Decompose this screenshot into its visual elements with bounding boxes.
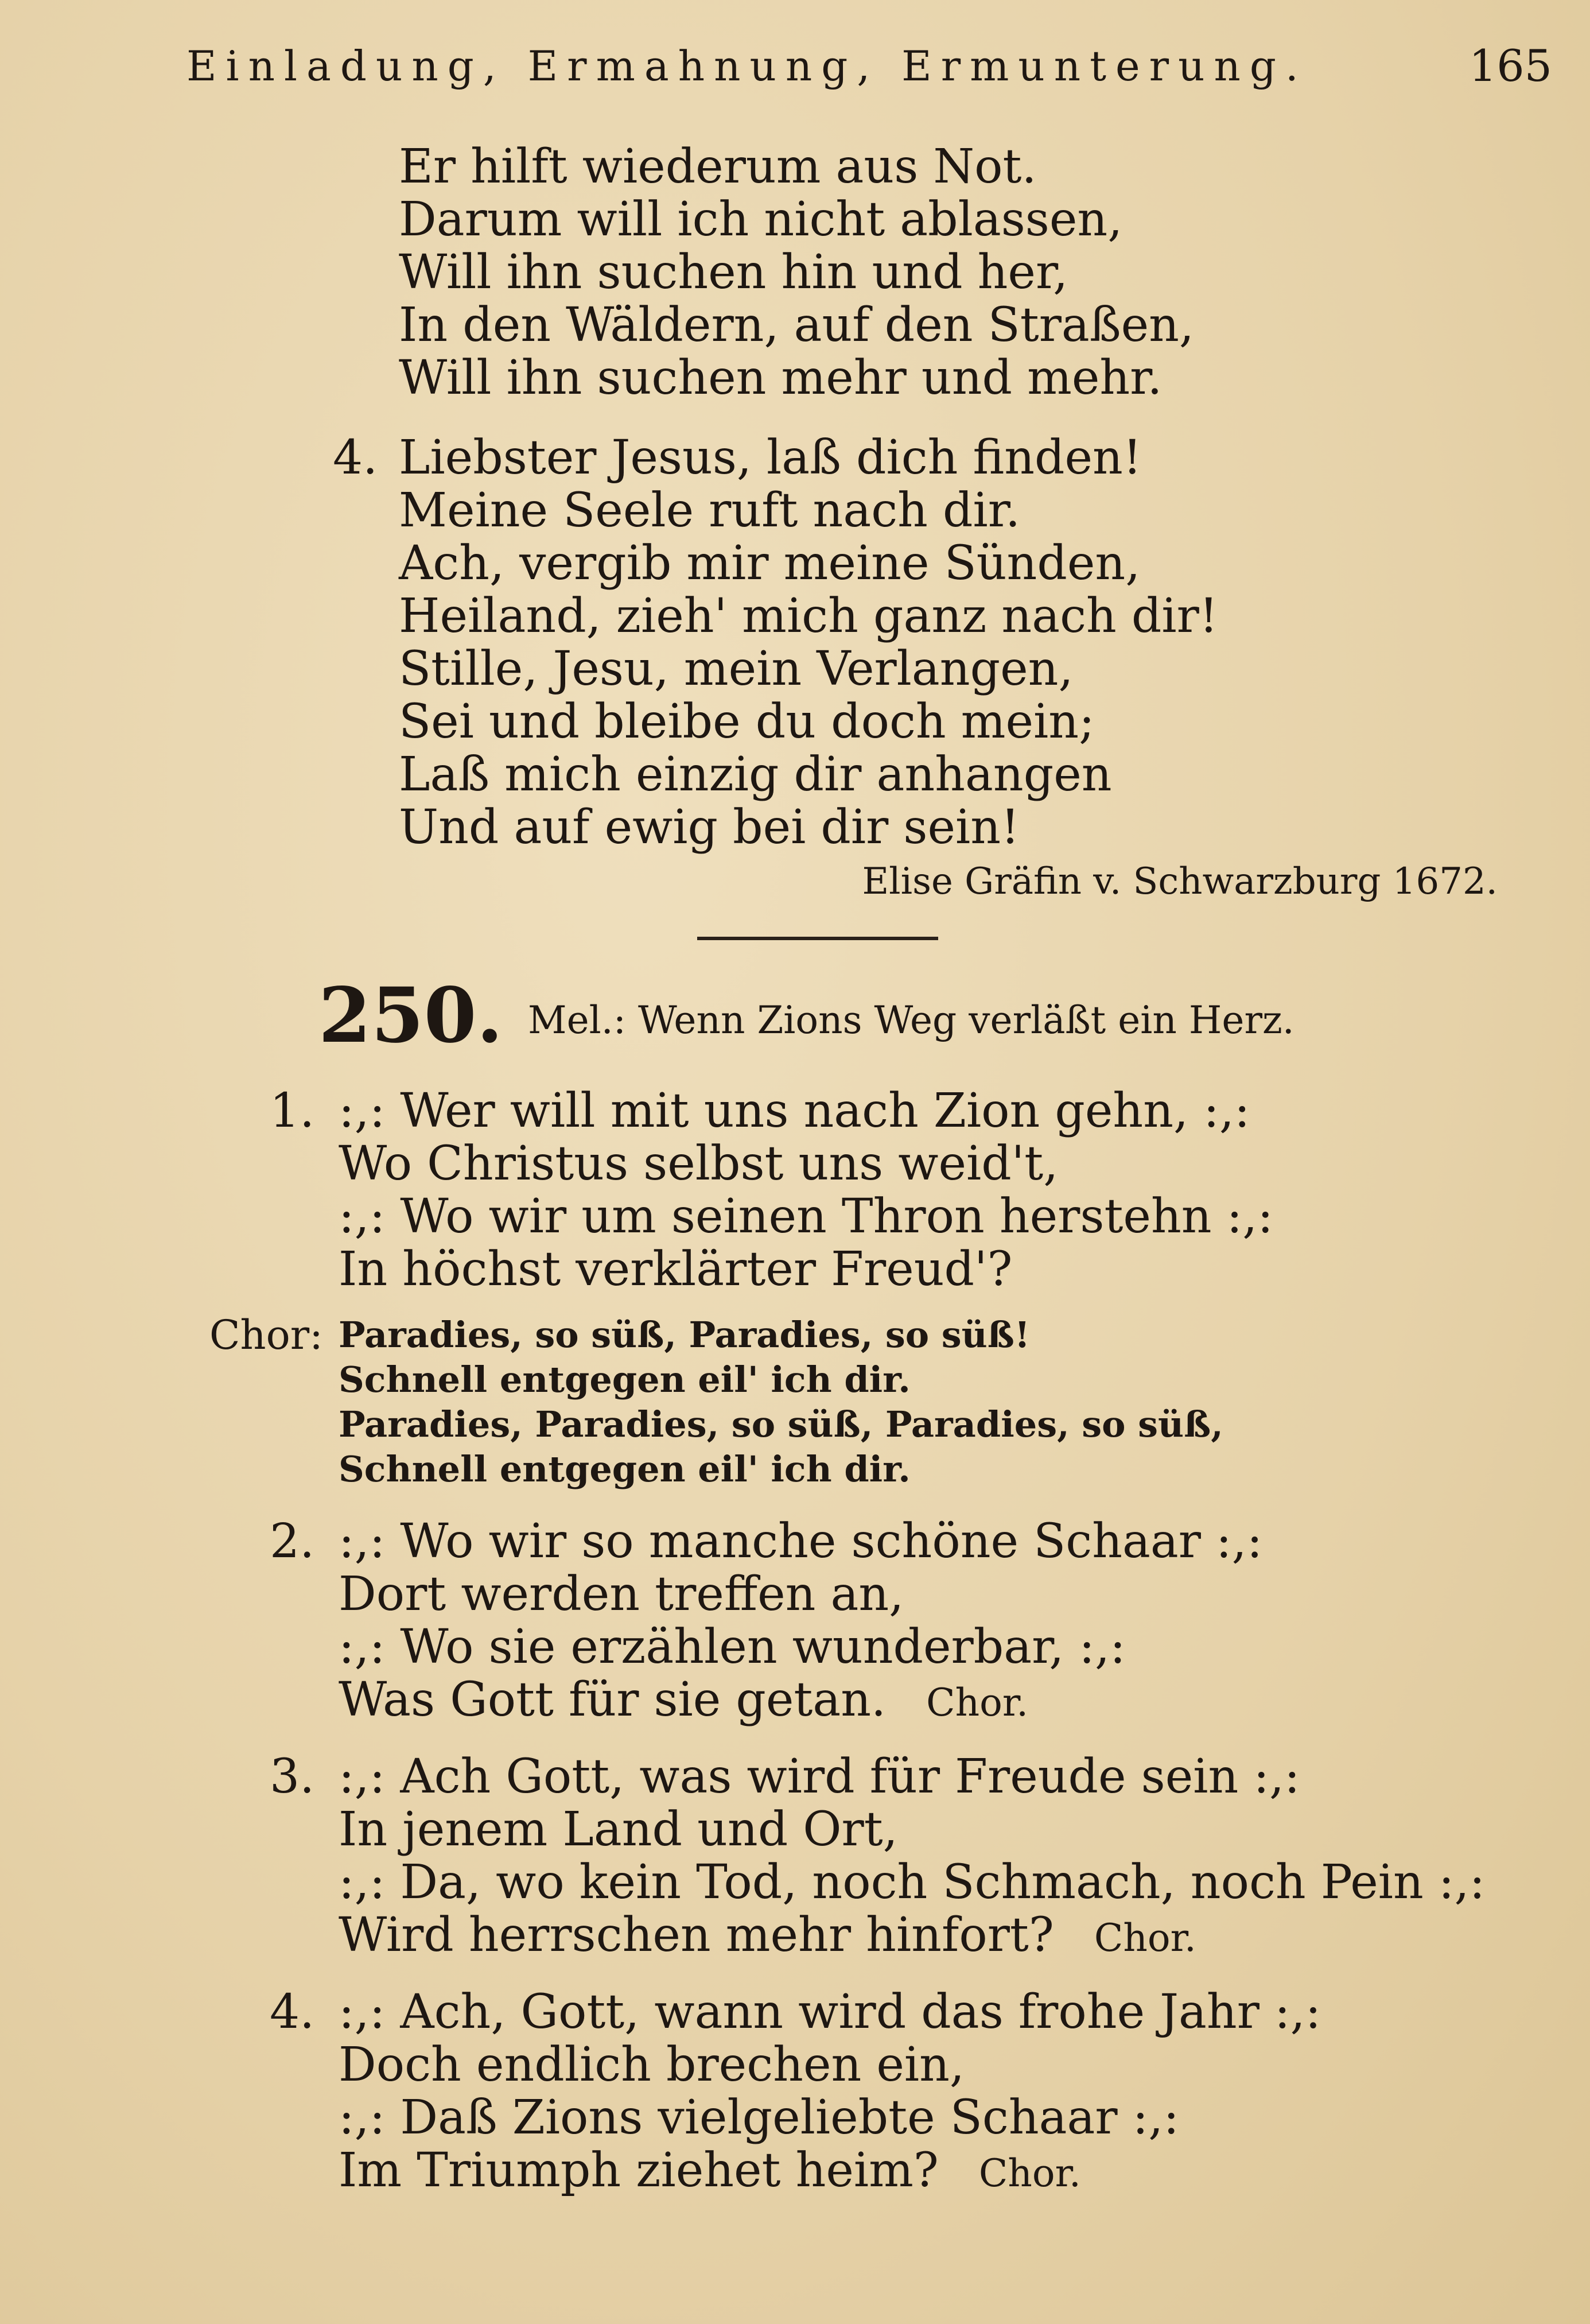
verse-line: Sei und bleibe du doch mein; bbox=[399, 695, 1095, 749]
verse-line-text: Wird herrschen mehr hinfort? bbox=[339, 1908, 1054, 1962]
section-divider bbox=[697, 937, 938, 940]
continuation-line: Darum will ich nicht ablassen, bbox=[399, 192, 1123, 247]
hymn-author: Elise Gräfin v. Schwarzburg 1672. bbox=[862, 860, 1498, 903]
verse-line: Laß mich einzig dir anhangen bbox=[399, 747, 1112, 802]
verse-line: Wo Christus selbst uns weid't, bbox=[339, 1136, 1059, 1191]
verse-line: In jenem Land und Ort, bbox=[339, 1802, 898, 1857]
hymn-number: 250. bbox=[318, 971, 503, 1060]
verse-line: Meine Seele ruft nach dir. bbox=[399, 483, 1021, 538]
chorus-line: Schnell entgegen eil' ich dir. bbox=[339, 1359, 911, 1400]
verse-line-text: Im Triumph ziehet heim? bbox=[339, 2143, 939, 2198]
verse-line: Dort werden treffen an, bbox=[339, 1567, 904, 1621]
verse-line: :,: Wo wir um seinen Thron herstehn :,: bbox=[339, 1189, 1273, 1244]
verse-line: Stille, Jesu, mein Verlangen, bbox=[399, 642, 1074, 696]
chorus-line: Schnell entgegen eil' ich dir. bbox=[339, 1448, 911, 1490]
verse-line: Doch endlich brechen ein, bbox=[339, 2038, 965, 2092]
verse-line: Und auf ewig bei dir sein! bbox=[399, 800, 1020, 855]
verse-line: :,: Wo sie erzählen wunderbar, :,: bbox=[339, 1620, 1126, 1674]
page-number: 165 bbox=[1468, 40, 1552, 91]
chorus-reference: Chor. bbox=[1094, 1916, 1196, 1960]
chorus-label: Chor: bbox=[209, 1312, 323, 1359]
verse-number: 1. bbox=[270, 1084, 315, 1138]
verse-line bbox=[339, 2144, 1081, 2200]
verse-line: :,: Ach Gott, was wird für Freude sein :,: bbox=[339, 1749, 1300, 1804]
chorus-line: Paradies, so süß, Paradies, so süß! bbox=[339, 1314, 1031, 1356]
verse-line: In höchst verklärter Freud'? bbox=[339, 1242, 1013, 1297]
continuation-line: In den Wäldern, auf den Straßen, bbox=[399, 298, 1194, 352]
verse-number: 4. bbox=[270, 1985, 315, 2039]
running-head bbox=[186, 34, 1552, 98]
verse-line: :,: Wo wir so manche schöne Schaar :,: bbox=[339, 1514, 1263, 1569]
verse-number: 3. bbox=[270, 1749, 315, 1804]
continuation-line: Will ihn suchen hin und her, bbox=[399, 245, 1068, 300]
continuation-line: Will ihn suchen mehr und mehr. bbox=[399, 351, 1163, 405]
melody-reference: Mel.: Wenn Zions Weg verläßt ein Herz. bbox=[528, 998, 1294, 1042]
chorus-reference: Chor. bbox=[926, 1681, 1029, 1725]
verse-number: 2. bbox=[270, 1514, 315, 1569]
verse-number: 4. bbox=[333, 430, 378, 485]
verse-line-text: Was Gott für sie getan. bbox=[339, 1673, 887, 1727]
verse-line: Liebster Jesus, laß dich finden! bbox=[399, 430, 1142, 485]
verse-line: Heiland, zieh' mich ganz nach dir! bbox=[399, 589, 1218, 643]
verse-line: Ach, vergib mir meine Sünden, bbox=[399, 536, 1141, 591]
continuation-line: Er hilft wiederum aus Not. bbox=[399, 139, 1037, 194]
verse-line bbox=[339, 1674, 1028, 1729]
running-title: Einladung, Ermahnung, Ermunterung. bbox=[186, 42, 1308, 90]
verse-line: :,: Da, wo kein Tod, noch Schmach, noch Pein :,: bbox=[339, 1855, 1486, 1910]
verse-line bbox=[339, 1909, 1196, 1965]
chorus-reference: Chor. bbox=[978, 2151, 1081, 2195]
verse-line: :,: Ach, Gott, wann wird das frohe Jahr :,: bbox=[339, 1985, 1321, 2039]
verse-line: :,: Daß Zions vielgeliebte Schaar :,: bbox=[339, 2090, 1179, 2145]
chorus-line: Paradies, Paradies, so süß, Paradies, so süß, bbox=[339, 1403, 1223, 1445]
verse-line: :,: Wer will mit uns nach Zion gehn, :,: bbox=[339, 1084, 1250, 1138]
